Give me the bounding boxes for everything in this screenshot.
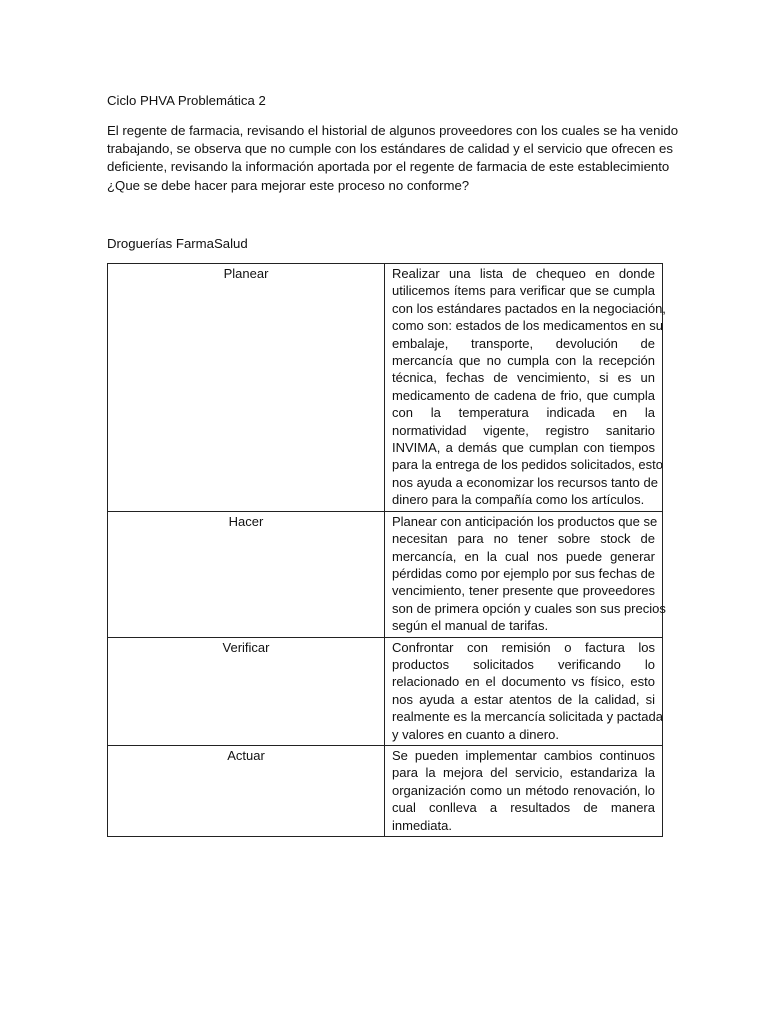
description-line: dinero para la compañía como los artículos. (392, 492, 645, 508)
description-line: Realizar una lista de chequeo en donde (392, 266, 655, 281)
description-line: técnica, fechas de vencimiento, si es un (392, 370, 655, 386)
problem-statement-line: ¿Que se debe hacer para mejorar este proceso no conforme? (107, 177, 470, 193)
description-line: utilicemos ítems para verificar que se cumpla (392, 283, 655, 299)
description-line: nos ayuda a estar atentos de la calidad, si (392, 691, 655, 707)
phva-table (107, 263, 666, 837)
table-row-verificar (108, 637, 663, 745)
description-line: realmente es la mercancía solicitada y pactada (392, 709, 663, 725)
description-cell (385, 264, 666, 512)
description-line: inmediata. (392, 817, 452, 833)
phase-cell (108, 264, 385, 512)
description-line: mercancía, en la cual nos puede generar (392, 548, 655, 564)
description-line: productos solicitados verificando lo (392, 656, 655, 672)
organization-name: Droguerías FarmaSalud (107, 236, 248, 251)
description-line: mercancía que no cumpla con la recepción (392, 353, 655, 369)
description-line: medicamento de cadena de frio, que cumpla (392, 387, 655, 403)
description-line: para la entrega de los pedidos solicitados, esto (392, 457, 664, 473)
description-line: son de primera opción y cuales son sus precios (392, 600, 666, 616)
description-line: nos ayuda a economizar los recursos tanto de (392, 474, 658, 490)
description-line: normatividad vigente, registro sanitario (392, 422, 655, 438)
description-line: Planear con anticipación los productos que se (392, 513, 658, 529)
problem-statement-line: deficiente, revisando la información aportada por el regente de farmacia de este establecimiento (107, 159, 670, 175)
description-line: vencimiento, tener presente que proveedores (392, 583, 655, 599)
description-line: para la mejora del servicio, estandariza la (392, 765, 655, 781)
description-cell (385, 511, 666, 637)
phase-cell (108, 745, 385, 836)
description-line: pérdidas como por ejemplo por sus fechas de (392, 565, 656, 581)
table-row-hacer (108, 511, 663, 637)
description-cell (385, 745, 663, 836)
phase-cell (108, 511, 385, 637)
problem-statement-line: El regente de farmacia, revisando el historial de algunos proveedores con los cuales se ha venido (107, 123, 679, 138)
description-line: según el manual de tarifas. (392, 618, 549, 634)
problem-statement (107, 122, 679, 195)
description-line: y valores en cuanto a dinero. (392, 726, 559, 742)
description-line: necesitan para no tener sobre stock de (392, 531, 655, 547)
phase-label-actuar: Actuar (227, 747, 265, 763)
description-line: cual conlleva a resultados de manera (392, 800, 655, 816)
phase-cell (108, 637, 385, 745)
description-line: Confrontar con remisión o factura los (392, 639, 655, 655)
description-line: relacionado en el documento vs físico, esto (392, 674, 655, 690)
description-line: embalaje, transporte, devolución de (392, 335, 655, 351)
phase-label-verificar: Verificar (222, 639, 270, 655)
table-row-actuar (108, 745, 663, 836)
document-title: Ciclo PHVA Problemática 2 (107, 93, 266, 108)
phase-label-hacer: Hacer (228, 513, 264, 529)
description-line: con los estándares pactados en la negociación, (392, 300, 666, 316)
description-line: organización como un método renovación, lo (392, 782, 655, 798)
problem-statement-line: trabajando, se observa que no cumple con los estándares de calidad y el servicio que ofrecen es (107, 141, 673, 157)
description-cell (385, 637, 663, 745)
description-line: como son: estados de los medicamentos en su (392, 318, 663, 334)
table-row-planear (108, 264, 663, 512)
description-line: con la temperatura indicada en la (392, 405, 655, 421)
description-line: Se pueden implementar cambios continuos (392, 747, 655, 763)
phase-label-planear: Planear (223, 266, 269, 281)
description-line: INVIMA, a demás que cumplan con tiempos (392, 440, 655, 456)
